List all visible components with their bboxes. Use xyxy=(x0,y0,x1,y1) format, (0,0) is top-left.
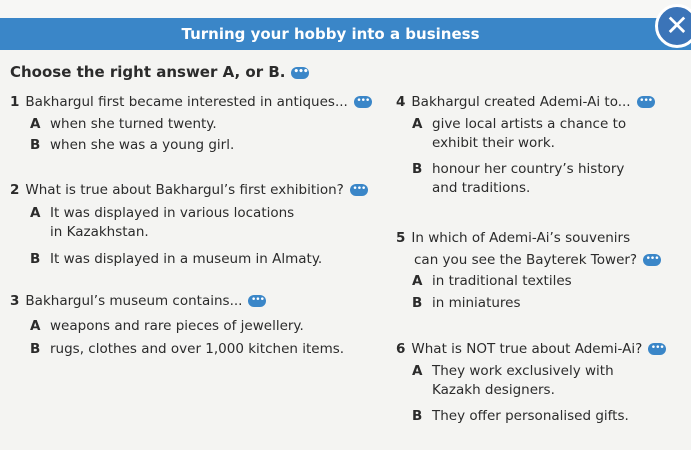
close-button[interactable] xyxy=(655,4,691,48)
option-1b[interactable] xyxy=(30,136,234,155)
option-text: give local artists a chance to xyxy=(432,116,627,132)
option-5a[interactable] xyxy=(412,272,572,291)
option-text: They work exclusively with xyxy=(432,363,614,379)
title-bar xyxy=(0,18,691,50)
question-text: What is NOT true about Ademi-Ai? xyxy=(411,341,643,357)
top-strip xyxy=(0,0,691,18)
option-text: in traditional textiles xyxy=(432,273,572,289)
option-6a[interactable] xyxy=(412,362,614,400)
option-letter: A xyxy=(412,116,423,132)
more-icon[interactable]: ••• xyxy=(293,66,308,77)
question-3 xyxy=(10,292,266,310)
option-text: weapons and rare pieces of jewellery. xyxy=(50,318,304,334)
option-2a[interactable] xyxy=(30,204,294,242)
option-6b[interactable] xyxy=(412,407,629,426)
question-text-line-2: can you see the Bayterek Tower? xyxy=(414,252,638,268)
option-letter: B xyxy=(412,295,423,311)
question-text: What is true about Bakhargul’s first exhibition? xyxy=(25,182,344,198)
more-icon[interactable]: ••• xyxy=(350,184,368,196)
option-letter: A xyxy=(30,205,41,221)
question-number: 6 xyxy=(396,341,406,357)
option-letter: B xyxy=(30,341,41,357)
more-icon[interactable]: ••• xyxy=(643,254,661,266)
question-1 xyxy=(10,93,372,111)
option-letter: B xyxy=(412,408,423,424)
option-3a[interactable] xyxy=(30,317,304,336)
option-letter: B xyxy=(412,161,423,177)
option-5b[interactable] xyxy=(412,294,521,313)
question-text: In which of Ademi-Ai’s souvenirs xyxy=(411,230,631,246)
option-2b[interactable] xyxy=(30,250,322,269)
question-number: 4 xyxy=(396,94,406,110)
option-text: They offer personalised gifts. xyxy=(432,408,629,424)
question-number: 5 xyxy=(396,230,406,246)
page-title: Turning your hobby into a business xyxy=(181,25,480,43)
question-text: Bakhargul’s museum contains... xyxy=(25,293,243,309)
more-icon[interactable]: ••• xyxy=(354,96,372,108)
question-2 xyxy=(10,181,368,199)
more-icon[interactable]: ••• xyxy=(248,295,266,307)
option-text-continued: in Kazakhstan. xyxy=(50,224,149,240)
option-letter: A xyxy=(30,116,41,132)
close-icon: ✕ xyxy=(665,9,689,42)
more-icon[interactable]: ••• xyxy=(648,343,666,355)
option-letter: B xyxy=(30,251,41,267)
option-letter: B xyxy=(30,137,41,153)
option-text: when she turned twenty. xyxy=(50,116,217,132)
question-number: 2 xyxy=(10,182,20,198)
instruction-label: Choose the right answer A, or B. xyxy=(10,63,286,81)
option-text: It was displayed in a museum in Almaty. xyxy=(50,251,323,267)
option-text: rugs, clothes and over 1,000 kitchen items. xyxy=(50,341,345,357)
option-text: in miniatures xyxy=(432,295,521,311)
question-text: Bakhargul created Ademi-Ai to... xyxy=(411,94,631,110)
option-4b[interactable] xyxy=(412,160,624,198)
question-4 xyxy=(396,93,655,111)
option-text: when she was a young girl. xyxy=(50,137,235,153)
question-text: Bakhargul first became interested in antiques... xyxy=(25,94,348,110)
question-text-continued xyxy=(396,251,661,269)
question-number: 1 xyxy=(10,94,20,110)
option-text-continued: Kazakh designers. xyxy=(432,382,555,398)
option-text-continued: exhibit their work. xyxy=(432,135,555,151)
question-number: 3 xyxy=(10,293,20,309)
option-text-continued: and traditions. xyxy=(432,180,531,196)
option-letter: A xyxy=(30,318,41,334)
option-3b[interactable] xyxy=(30,340,344,359)
option-text: It was displayed in various locations xyxy=(50,205,295,221)
more-icon[interactable]: ••• xyxy=(637,96,655,108)
option-4a[interactable] xyxy=(412,115,626,153)
option-letter: A xyxy=(412,363,423,379)
instruction-text xyxy=(10,63,309,81)
question-6 xyxy=(396,340,666,358)
option-1a[interactable] xyxy=(30,115,217,134)
option-text: honour her country’s history xyxy=(432,161,625,177)
question-5 xyxy=(396,229,661,269)
option-letter: A xyxy=(412,273,423,289)
